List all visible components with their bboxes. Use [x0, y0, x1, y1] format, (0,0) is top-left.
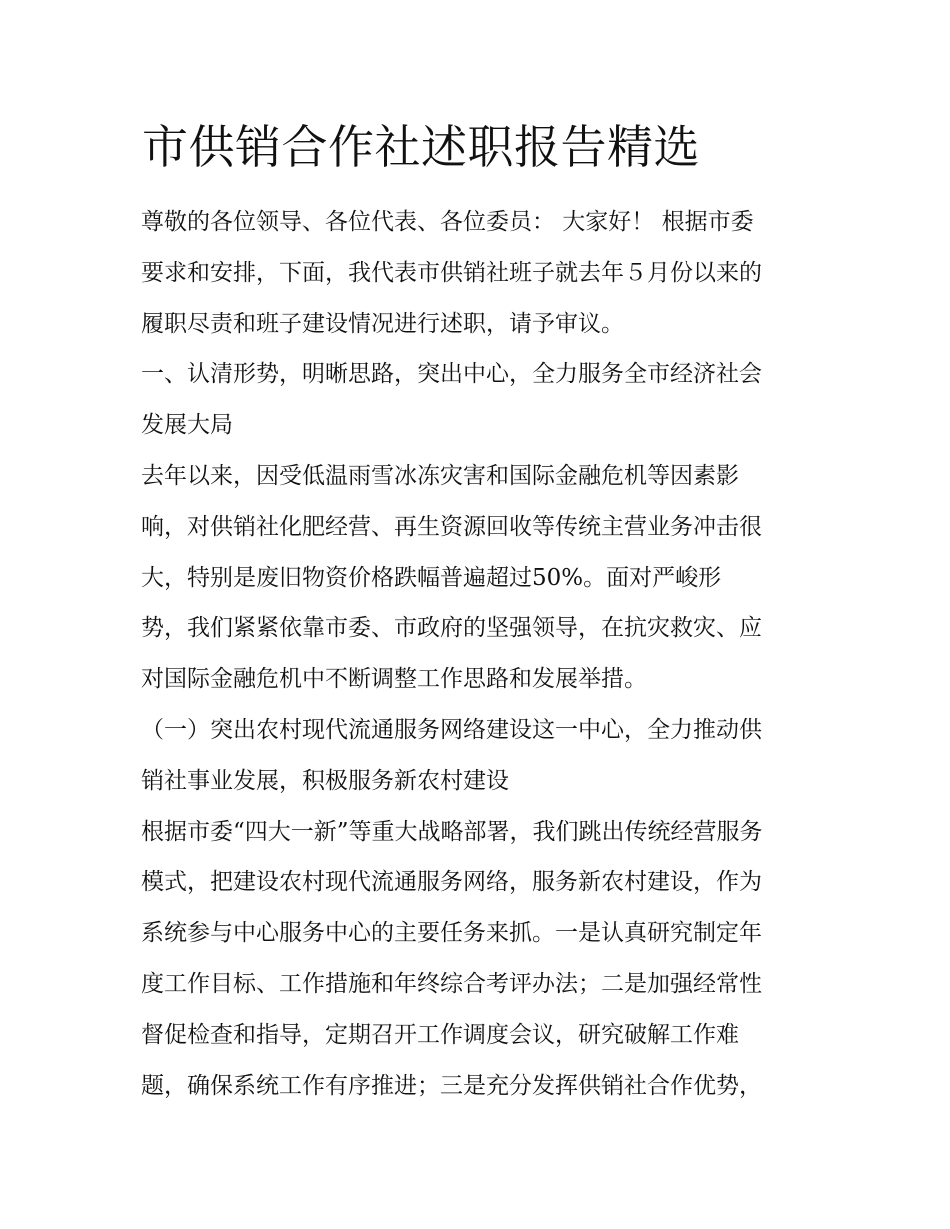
- text-line: 去年以来，因受低温雨雪冰冻灾害和国际金融危机等因素影: [141, 462, 739, 489]
- text-line: 根据市委“四大一新”等重大战略部署，我们跳出传统经营服务: [141, 818, 763, 845]
- text-line: 督促检查和指导，定期召开工作调度会议，研究破解工作难: [141, 1021, 739, 1048]
- text-line: 势，我们紧紧依靠市委、市政府的坚强领导，在抗灾救灾、应: [141, 615, 762, 642]
- text-line: 尊敬的各位领导、各位代表、各位委员： 大家好！ 根据市委: [141, 209, 754, 235]
- text-line: 要求和安排，下面，我代表市供销社班子就去年５月份以来的: [141, 259, 762, 286]
- section-heading-line: 发展大局: [141, 412, 233, 439]
- document-body: [141, 197, 821, 1111]
- text-line: 响，对供销社化肥经营、再生资源回收等传统主营业务冲击很: [141, 513, 762, 540]
- section-heading-line: 一、认清形势，明晰思路，突出中心，全力服务全市经济社会: [141, 361, 762, 388]
- text-line: 系统参与中心服务中心的主要任务来抓。一是认真研究制定年: [141, 920, 762, 947]
- text-line: 度工作目标、工作措施和年终综合考评办法；二是加强经常性: [141, 970, 762, 997]
- text-line: 模式，把建设农村现代流通服务网络，服务新农村建设，作为: [141, 869, 762, 896]
- document-title: 市供销合作社述职报告精选: [142, 120, 700, 174]
- text-line: 履职尽责和班子建设情况进行述职，请予审议。: [141, 310, 624, 337]
- subsection-heading-line: （一）突出农村现代流通服务网络建设这一中心，全力推动供: [141, 716, 762, 743]
- text-line: 大，特别是废旧物资价格跌幅普遍超过50%。面对严峻形: [141, 564, 722, 591]
- subsection-heading-line: 销社事业发展，积极服务新农村建设: [141, 767, 509, 794]
- text-line: 题，确保系统工作有序推进；三是充分发挥供销社合作优势，: [141, 1072, 762, 1099]
- text-line: 对国际金融危机中不断调整工作思路和发展举措。: [141, 666, 647, 693]
